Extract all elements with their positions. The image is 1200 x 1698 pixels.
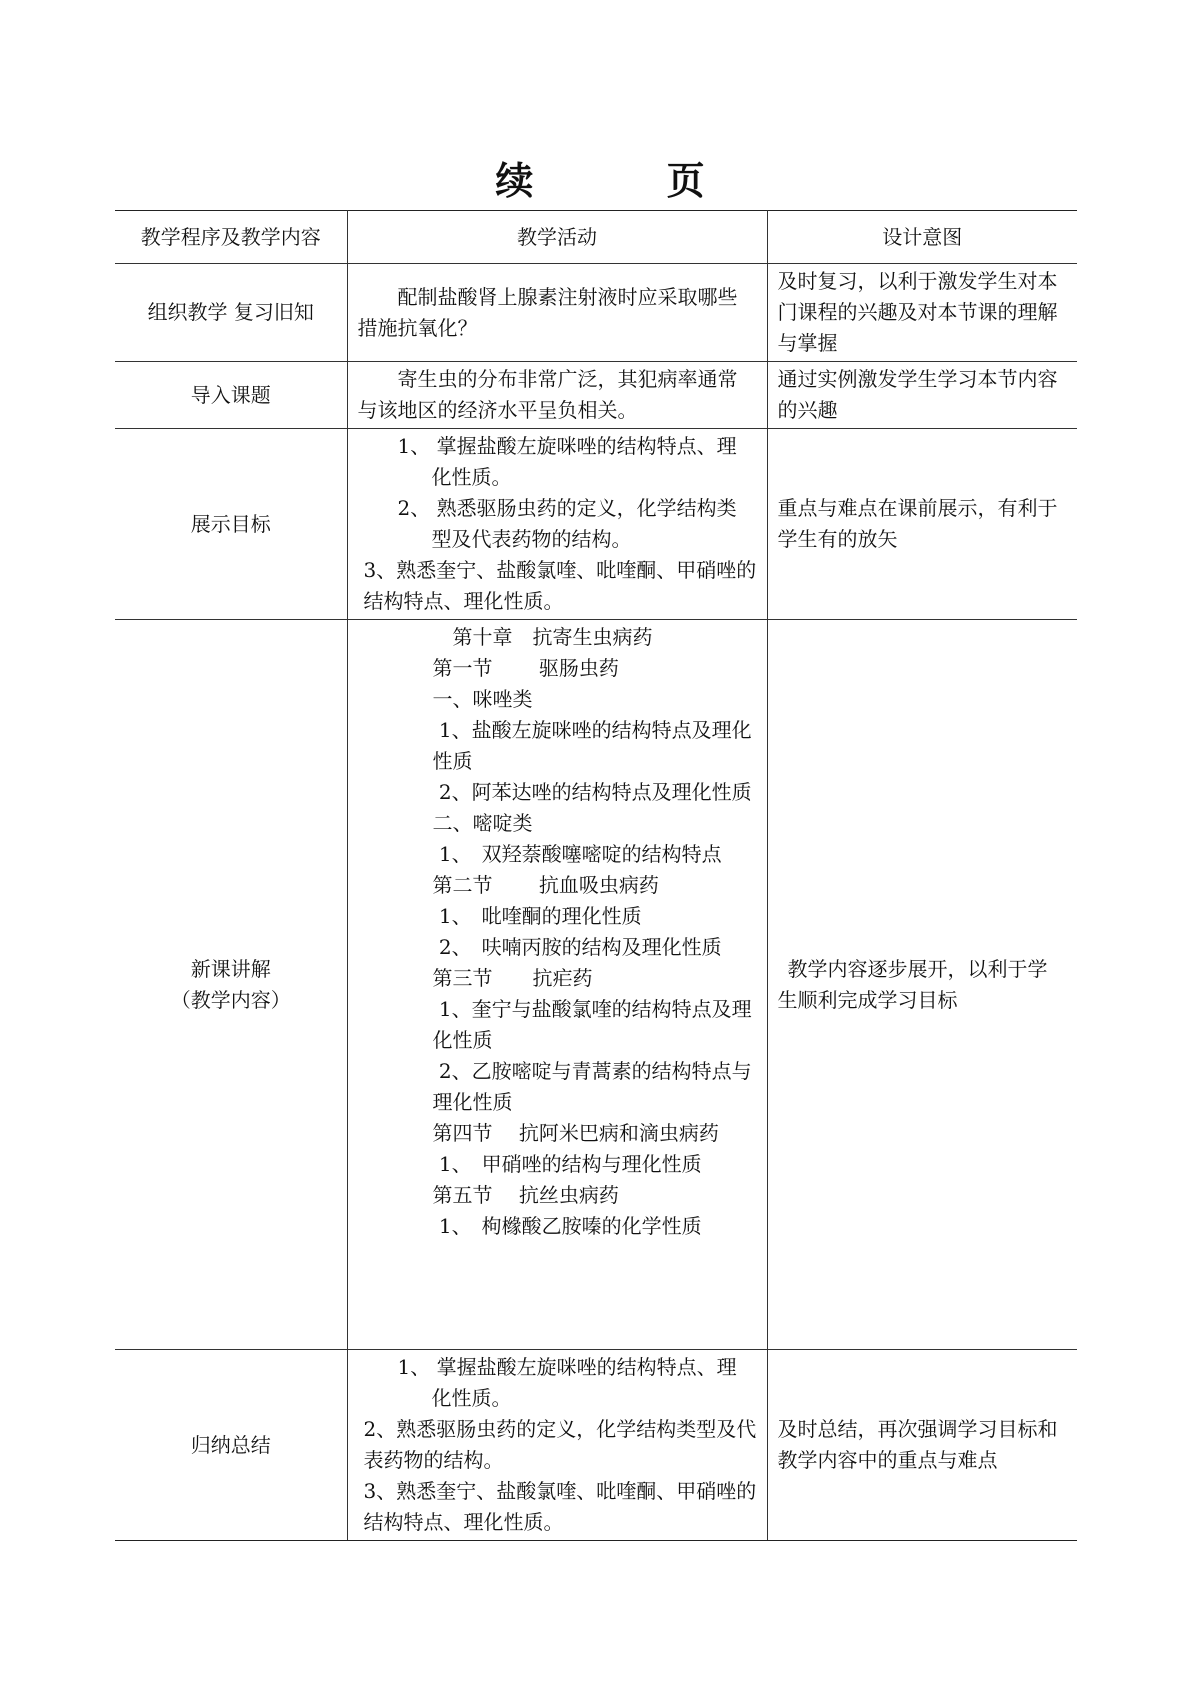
outline-item: 一、咪唑类 — [432, 687, 533, 711]
table-row — [115, 620, 1077, 1350]
outline-item: 第五节 抗丝虫病药 — [432, 1183, 619, 1207]
outline-item: 1、 双羟萘酸噻嘧啶的结构特点 — [432, 842, 722, 866]
table-row — [115, 264, 1077, 362]
activity-cell — [347, 429, 767, 620]
activity-cell: 寄生虫的分布非常广泛，其犯病率通常与该地区的经济水平呈负相关。 — [347, 362, 767, 429]
list-item: 2、熟悉驱肠虫药的定义，化学结构类型及代表药物的结构。 — [363, 1417, 757, 1472]
list-item: 1、 掌握盐酸左旋咪唑的结构特点、理化性质。 — [397, 434, 737, 489]
outline-item: 二、嘧啶类 — [432, 811, 533, 835]
list-item: 3、熟悉奎宁、盐酸氯喹、吡喹酮、甲硝唑的结构特点、理化性质。 — [363, 558, 757, 613]
outline-item: 1、 枸橼酸乙胺嗪的化学性质 — [432, 1214, 702, 1238]
intent-cell: 教学内容逐步展开，以利于学生顺利完成学习目标 — [767, 620, 1077, 1350]
list-item: 3、熟悉奎宁、盐酸氯喹、吡喹酮、甲硝唑的结构特点、理化性质。 — [363, 1479, 757, 1534]
outline-item: 1、奎宁与盐酸氯喹的结构特点及理化性质 — [432, 997, 752, 1052]
chapter-title: 第十章 抗寄生虫病药 — [452, 625, 653, 649]
activity-cell — [347, 1350, 767, 1541]
outline-item: 1、盐酸左旋咪唑的结构特点及理化性质 — [432, 718, 752, 773]
activity-cell — [347, 620, 767, 1350]
stage-label: 新课讲解 — [190, 956, 271, 981]
table-header-row — [115, 211, 1077, 264]
table-row — [115, 429, 1077, 620]
header-stage: 教学程序及教学内容 — [115, 211, 347, 264]
outline-item: 2、 呋喃丙胺的结构及理化性质 — [432, 935, 722, 959]
intent-cell: 及时总结，再次强调学习目标和教学内容中的重点与难点 — [767, 1350, 1077, 1541]
intent-cell: 及时复习，以利于激发学生对本门课程的兴趣及对本节课的理解与掌握 — [767, 264, 1077, 362]
outline-item: 1、 吡喹酮的理化性质 — [432, 904, 642, 928]
header-intent: 设计意图 — [767, 211, 1077, 264]
table-row — [115, 1350, 1077, 1541]
stage-cell: 展示目标 — [115, 429, 347, 620]
outline-item: 2、乙胺嘧啶与青蒿素的结构特点与理化性质 — [432, 1059, 752, 1114]
page-title: 续 页 — [495, 158, 765, 203]
table-row — [115, 362, 1077, 429]
outline-item: 2、阿苯达唑的结构特点及理化性质 — [432, 780, 752, 804]
lesson-plan-table — [115, 210, 1077, 1541]
outline-item: 1、 甲硝唑的结构与理化性质 — [432, 1152, 702, 1176]
outline-item: 第一节 驱肠虫药 — [432, 656, 619, 680]
list-item: 2、 熟悉驱肠虫药的定义，化学结构类型及代表药物的结构。 — [397, 496, 737, 551]
stage-cell: 导入课题 — [115, 362, 347, 429]
outline-item: 第四节 抗阿米巴病和滴虫病药 — [432, 1121, 719, 1145]
stage-cell: 组织教学 复习旧知 — [115, 264, 347, 362]
stage-sublabel: （教学内容） — [170, 987, 291, 1012]
header-activity: 教学活动 — [347, 211, 767, 264]
outline-item: 第二节 抗血吸虫病药 — [432, 873, 659, 897]
stage-cell: 归纳总结 — [115, 1350, 347, 1541]
intent-cell: 重点与难点在课前展示，有利于学生有的放矢 — [767, 429, 1077, 620]
stage-cell — [115, 620, 347, 1350]
list-item: 1、 掌握盐酸左旋咪唑的结构特点、理化性质。 — [397, 1355, 737, 1410]
outline-item: 第三节 抗疟药 — [432, 966, 593, 990]
activity-cell: 配制盐酸肾上腺素注射液时应采取哪些措施抗氧化？ — [347, 264, 767, 362]
intent-cell: 通过实例激发学生学习本节内容的兴趣 — [767, 362, 1077, 429]
